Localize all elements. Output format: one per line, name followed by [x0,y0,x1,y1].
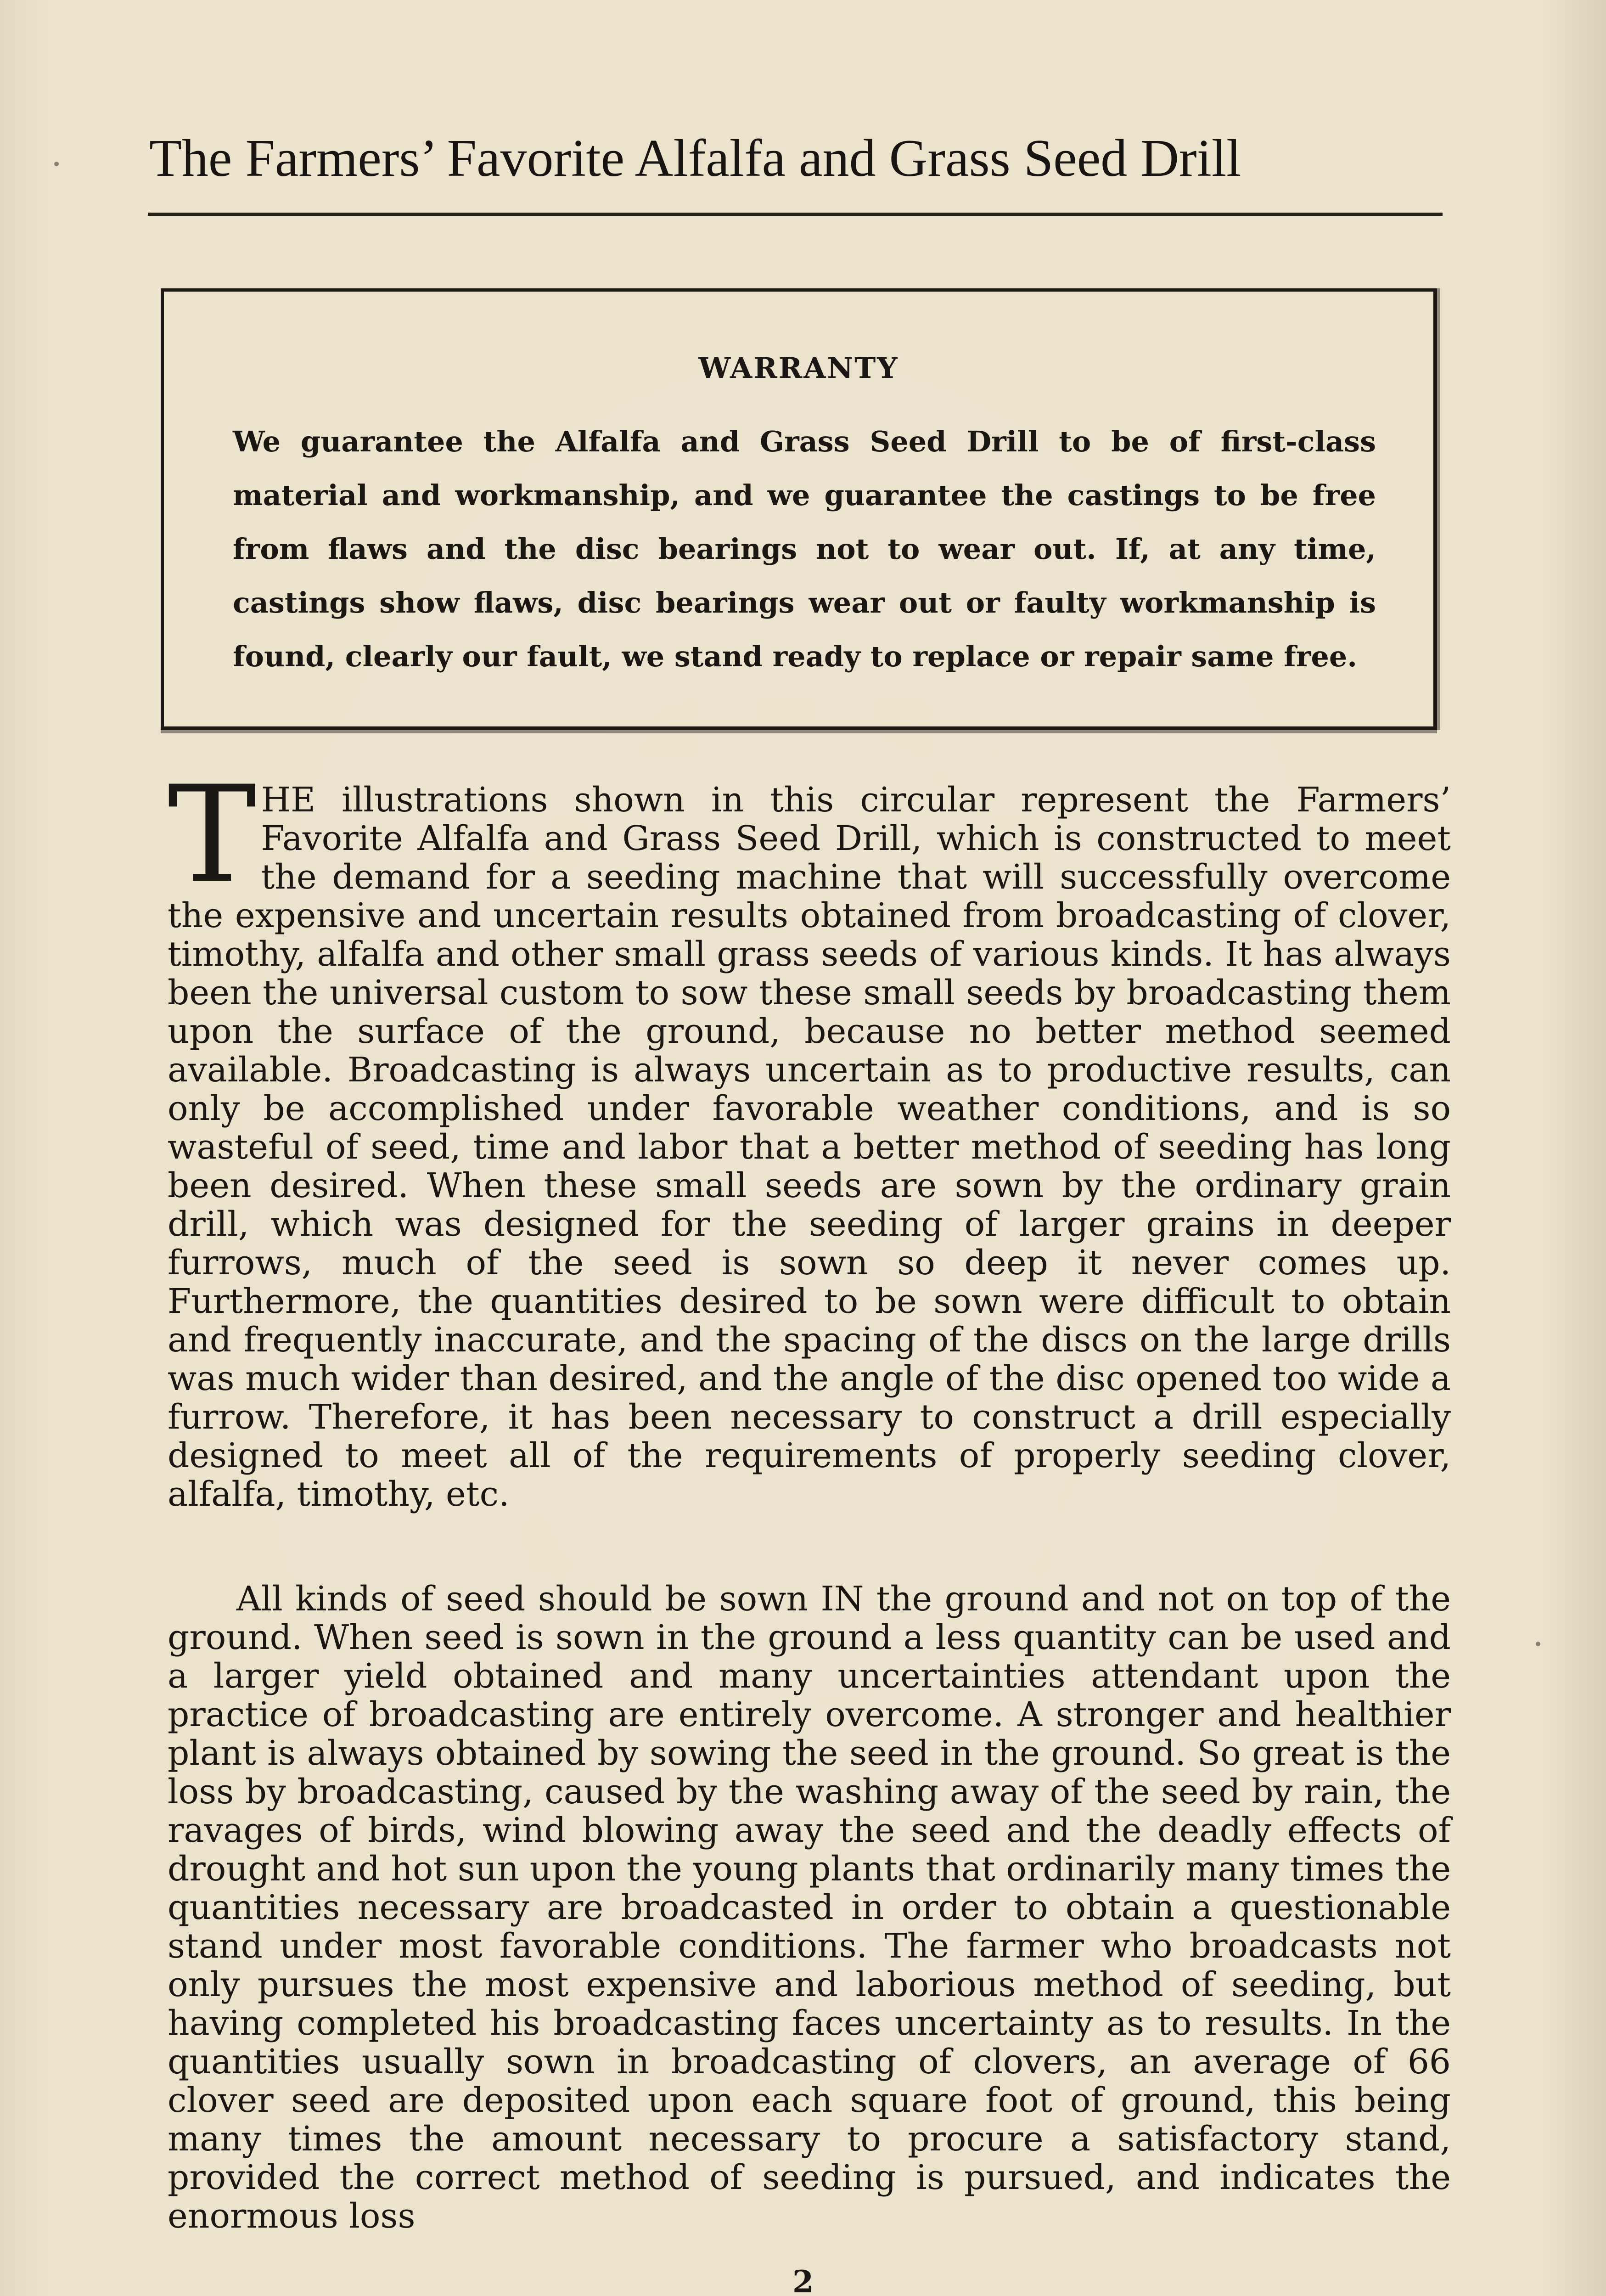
paper-speck [54,162,59,166]
drop-cap: T [168,758,257,912]
header-rule [148,213,1443,216]
warranty-box [161,288,1437,730]
paper-speck [1536,1642,1540,1646]
page-header-title: The Farmers’ Favorite Alfalfa and Grass Seed Drill [149,129,1241,188]
warranty-title: WARRANTY [698,351,899,385]
body-paragraph-one-text: HE illustrations shown in this circular represent the Farmers’ Favorite Alfalfa and Grass Seed Drill, which is constructed to meet the demand for a seeding machine that will successfully overcome the expensive and uncertain results obtained from broadcasting of clover, timothy, alfalfa and other small grass seeds of various kinds. It has always been the universal custom to sow these small seeds by broadcasting them upon the surface of the ground, because no better method seemed available. Broadcasting is always uncertain as to productive results, can only be accomplished under favorable weather conditions, and is so wasteful of seed, time and labor that a better method of seeding has long been desired. When these small seeds are sown by the ordinary grain drill, which was designed for the seeding of larger grains in deeper furrows, much of the seed is sown so deep it never comes up. Furthermore, the quantities desired to be sown were difficult to obtain and frequently inaccurate, and the spacing of the discs on the large drills was much wider than desired, and the angle of the disc opened too wide a furrow. Therefore, it has been necessary to construct a drill especially designed to meet all of the requirements of properly seeding clover, alfalfa, timothy, etc. [168,780,1451,1514]
body-paragraph-two: All kinds of seed should be sown IN the ground and not on top of the ground. When seed is sown in the ground a less quantity can be used and a larger yield obtained and many uncertainties attendant upon the practice of broadcasting are entirely overcome. A stronger and healthier plant is always obtained by sowing the seed in the ground. So great is the loss by broadcasting, caused by the washing away of the seed by rain, the ravages of birds, wind blowing away the seed and the deadly effects of drought and hot sun upon the young plants that ordinarily many times the quantities necessary are broadcasted in order to obtain a questionable stand under most favorable conditions. The farmer who broadcasts not only pursues the most expensive and laborious method of seeding, but having completed his broadcasting faces uncertainty as to results. In the quantities usually sown in broadcasting of clovers, an average of 66 clover seed are deposited upon each square foot of ground, this being many times the amount necessary to procure a satisfactory stand, provided the correct method of seeding is pursued, and indicates the enormous loss [168,1579,1451,2236]
warranty-text: We guarantee the Alfalfa and Grass Seed Drill to be of first-class material and workmanship, and we guarantee the castings to be free from flaws and the disc bearings not to wear out. If, at any time, castings show flaws, disc bearings wear out or faulty workmanship is found, clearly our fault, we stand ready to replace or repair same free. [233,425,1376,673]
body-paragraph-one [168,758,1451,1514]
page-number: 2 [792,2264,814,2296]
